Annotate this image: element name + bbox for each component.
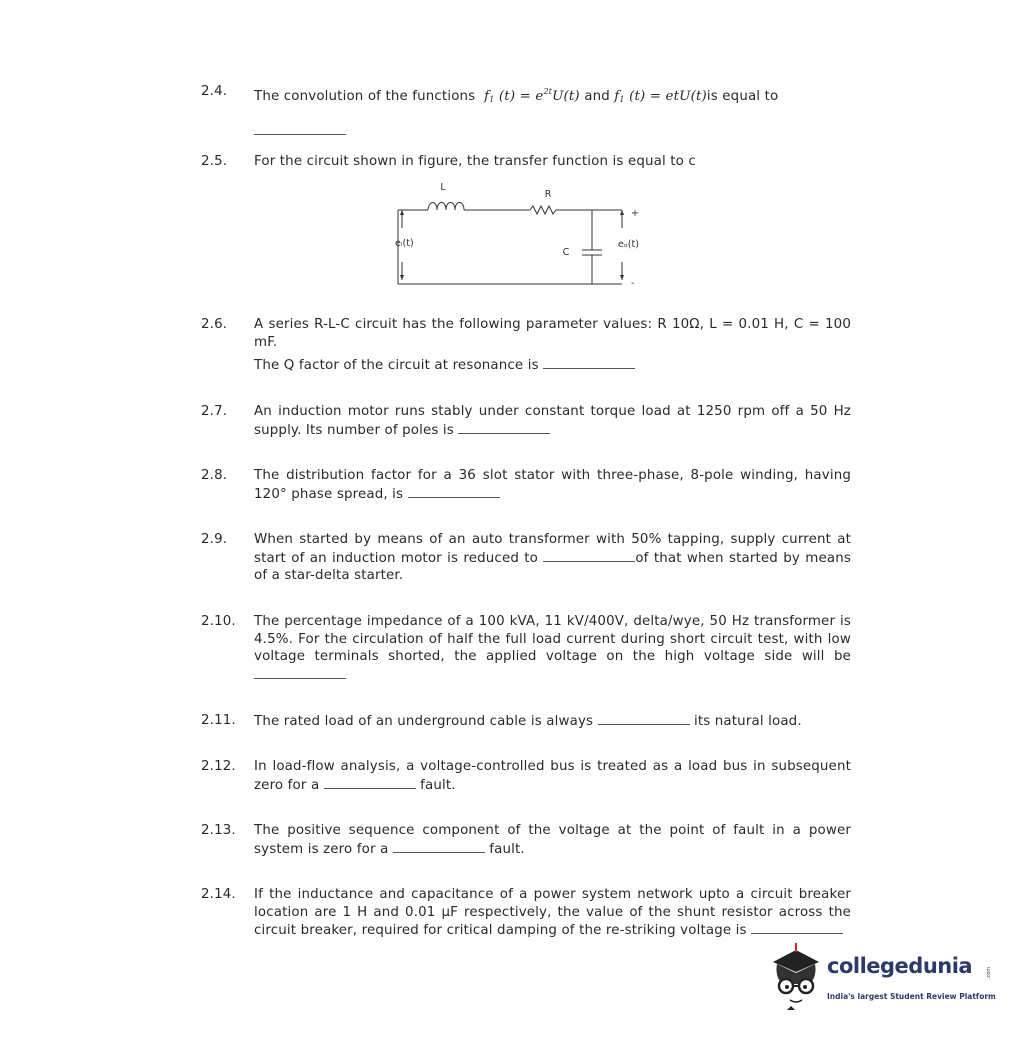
question-2-8 xyxy=(201,467,851,503)
arrow-up-icon xyxy=(400,210,404,215)
question-text-2: The Q factor of the circuit at resonance is xyxy=(254,358,539,373)
arrow-down-icon xyxy=(400,275,404,280)
question-text: A series R-L-C circuit has the following parameter values: R 10Ω, L = 0.01 H, C = 100 mF. xyxy=(254,317,851,350)
answer-blank xyxy=(543,356,635,369)
brand-tagline: India's largest Student Review Platform xyxy=(827,992,996,1001)
answer-blank xyxy=(751,921,843,934)
question-2-5 xyxy=(201,153,851,171)
function-f1: $f_1$ $(t) = e^{2t}U(t)$ xyxy=(484,87,580,104)
question-text: An induction motor runs stably under constant torque load at 1250 rpm off a 50 Hz supply. Its number of poles is xyxy=(254,404,851,438)
answer-blank xyxy=(254,122,346,135)
question-2-11 xyxy=(201,712,851,731)
question-text-post: its natural load. xyxy=(693,714,802,729)
answer-blank xyxy=(254,666,346,679)
label-inductor: L xyxy=(440,182,446,193)
question-2-7 xyxy=(201,403,851,439)
question-number: 2.5. xyxy=(201,154,228,169)
question-text-post: fault. xyxy=(420,777,456,793)
arrow-down-icon xyxy=(620,275,624,280)
question-text: The positive sequence component of the voltage at the point of fault in a power system is zero for a xyxy=(254,823,851,857)
function-f2: $f_1$ (t) = etU(t) xyxy=(614,89,707,104)
arrow-up-icon xyxy=(620,210,624,215)
label-resistor: R xyxy=(544,189,552,200)
question-text: For the circuit shown in figure, the transfer function is equal to c xyxy=(254,154,696,169)
inductor-symbol xyxy=(428,203,464,211)
answer-blank xyxy=(458,421,550,434)
question-text: When started by means of an auto transformer with 50% tapping, supply current at start of an induction motor is reduced to xyxy=(254,532,851,566)
question-text: In load-flow analysis, a voltage-controlled bus is treated as a load bus in subsequent zero for a xyxy=(254,759,851,793)
label-input-voltage: eᵢ(t) xyxy=(395,238,414,249)
question-number: 2.4. xyxy=(201,84,228,99)
resistor-symbol xyxy=(530,206,556,214)
question-number: 2.11. xyxy=(201,713,236,728)
question-number: 2.13. xyxy=(201,823,236,838)
answer-blank xyxy=(543,549,635,562)
question-text-post: of that when started by means of a star-delta starter. xyxy=(254,550,851,583)
brand-name: collegedunia xyxy=(827,954,973,978)
question-text: The convolution of the functions xyxy=(254,89,476,104)
question-text: The distribution factor for a 36 slot stator with three-phase, 8-pole winding, having 120° phase spread, is xyxy=(254,468,851,502)
rlc-circuit-diagram xyxy=(390,180,660,290)
question-number: 2.14. xyxy=(201,887,236,902)
question-number: 2.7. xyxy=(201,404,228,419)
question-2-4: 2.4. The convolution of the functions $f_1$ $(t) = e^{2t}U(t)$ and $f_1$ (t) = etU(t)is equal to xyxy=(201,83,851,140)
label-minus: - xyxy=(631,278,635,289)
label-capacitor: C xyxy=(562,247,570,258)
question-2-9 xyxy=(201,531,851,585)
answer-blank xyxy=(408,485,500,498)
question-2-6 xyxy=(201,316,851,375)
question-number: 2.6. xyxy=(201,317,228,332)
answer-blank xyxy=(393,840,485,853)
question-text-post: fault. xyxy=(489,841,525,857)
question-2-12 xyxy=(201,758,851,794)
question-2-10 xyxy=(201,613,851,684)
brand-domain: .com xyxy=(986,966,993,980)
collegedunia-logo xyxy=(765,940,995,1020)
answer-blank xyxy=(324,776,416,789)
question-text: If the inductance and capacitance of a power system network upto a circuit breaker location are 1 H and 0.01 μF respectively, the value of the shunt resistor across the circuit breaker, required for critical damping of the re-striking voltage is xyxy=(254,887,851,938)
label-output-voltage: eₒ(t) xyxy=(618,239,639,250)
question-number: 2.9. xyxy=(201,532,228,547)
mascot-icon xyxy=(765,940,827,1010)
answer-blank xyxy=(598,712,690,725)
question-2-14 xyxy=(201,886,851,940)
question-number: 2.12. xyxy=(201,759,236,774)
label-plus: + xyxy=(631,208,639,219)
question-2-13 xyxy=(201,822,851,858)
question-number: 2.10. xyxy=(201,614,236,629)
question-number: 2.8. xyxy=(201,468,228,483)
question-text: The rated load of an underground cable is always xyxy=(254,714,594,729)
question-text: The percentage impedance of a 100 kVA, 11 kV/400V, delta/wye, 50 Hz transformer is 4.5%. For the circulation of half the full load current during short circuit test, with low voltage terminals shorted, the applied voltage on the high voltage side will be xyxy=(254,614,851,664)
